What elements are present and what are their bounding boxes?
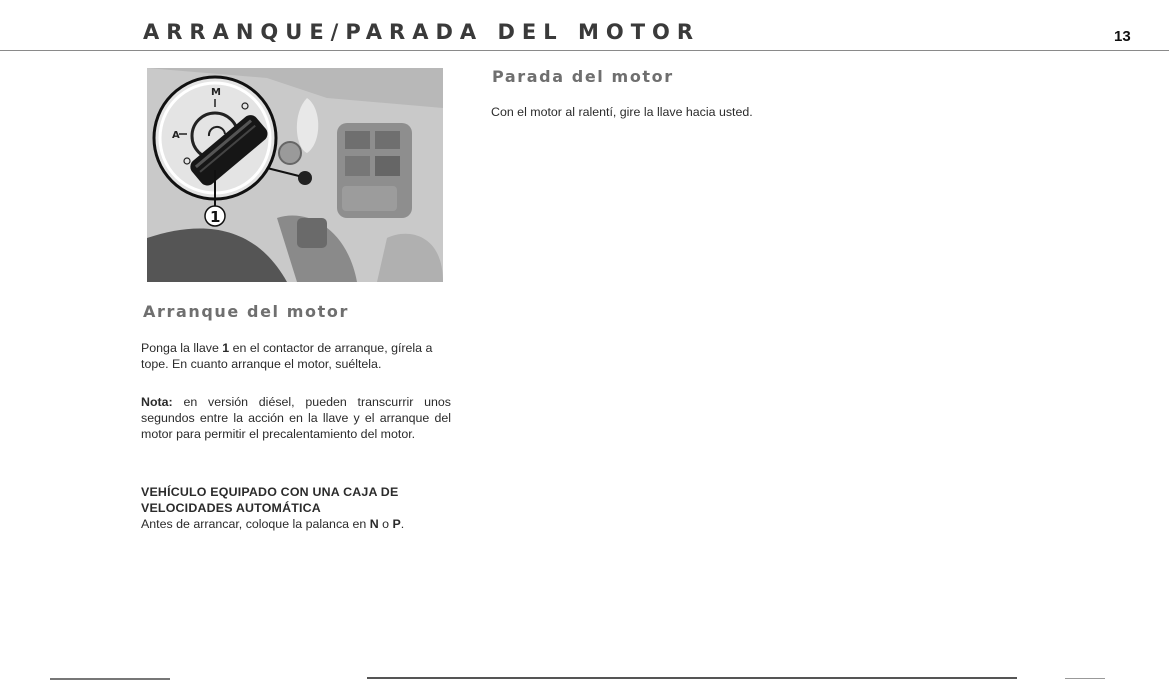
arranque-paragraph: [141, 340, 451, 372]
bottom-rule-left: [50, 678, 170, 680]
gear-or: o: [378, 517, 393, 531]
section-title-parada: Parada del motor: [492, 67, 674, 86]
key-reference: 1: [222, 341, 230, 355]
bottom-rule: [367, 677, 1017, 679]
arranque-text-before: Ponga la llave: [141, 341, 223, 355]
arranque-text-after: en el contactor de arranque, gírela a tope. En cuanto arranque el motor, suéltela.: [141, 341, 433, 371]
nota-text: en versión diésel, pueden transcurrir unos segundos entre la acción en la llave y el arranque del motor para permitir el precalentamiento del motor.: [141, 395, 451, 441]
header-divider: [0, 50, 1169, 51]
automatic-text: Antes de arrancar, coloque la palanca en: [141, 517, 370, 531]
dial-letter-left: A: [172, 130, 180, 141]
dial-letter-top: M: [211, 87, 221, 98]
nota-paragraph: [141, 394, 451, 442]
automatic-heading-line1: VEHÍCULO EQUIPADO CON UNA CAJA DE: [141, 485, 399, 499]
section-title-arranque: Arranque del motor: [143, 302, 349, 321]
page-header-title: ARRANQUE/PARADA DEL MOTOR: [143, 20, 701, 44]
parada-paragraph: Con el motor al ralentí, gire la llave hacia usted.: [491, 105, 753, 119]
page-number: 13: [1114, 28, 1131, 45]
automatic-gearbox-block: [141, 484, 451, 532]
nota-label: Nota:: [141, 395, 173, 409]
gear-p: P: [392, 517, 401, 531]
ignition-illustration: [147, 68, 443, 282]
automatic-text-end: .: [400, 517, 405, 531]
automatic-heading-line2: VELOCIDADES AUTOMÁTICA: [141, 501, 321, 515]
bottom-rule-right: [1065, 678, 1105, 679]
gear-n: N: [369, 517, 379, 531]
callout-number: 1: [210, 208, 221, 226]
